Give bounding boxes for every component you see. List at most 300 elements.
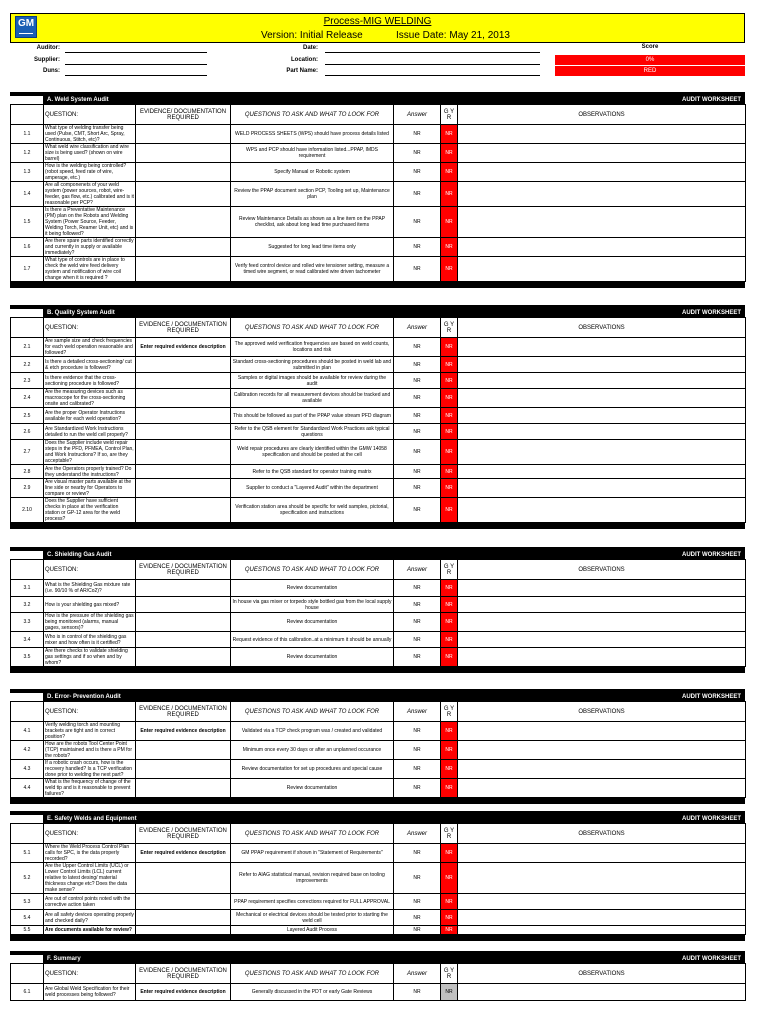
question-number: 2.7 [11,440,44,465]
observations-cell[interactable] [458,389,746,408]
question-text: Are Global Weld Specification for their weld processes being followed? [44,984,136,1001]
header-observations: OBSERVATIONS [458,105,746,125]
evidence-cell[interactable] [136,613,231,632]
questions-to-ask-cell: GM PPAP requirement if shown in "Statement of Requirements" [231,844,394,863]
audit-worksheet-label: AUDIT WORKSHEET [682,310,741,316]
question-number: 1.6 [11,238,44,257]
question-number: 2.4 [11,389,44,408]
process-title: Process-MIG WELDING [323,16,432,27]
question-number: 5.1 [11,844,44,863]
questions-to-ask-cell: Review documentation [231,580,394,597]
questions-to-ask-cell: Minimum once every 30 days or after an unplanned occurance [231,741,394,760]
questions-to-ask-cell: Request evidence of this calibration..at a minimum it should be annually [231,632,394,648]
audit-worksheet-label: AUDIT WORKSHEET [682,552,741,558]
observations-cell[interactable] [458,741,746,760]
questions-to-ask-cell: Review documentation [231,648,394,667]
version-label: Version: Initial Release [261,30,363,41]
observations-cell[interactable] [458,613,746,632]
answer-cell[interactable]: NR [394,910,441,926]
table-row [11,984,746,1001]
question-number: 5.5 [11,926,44,935]
evidence-cell[interactable] [136,498,231,523]
observations-cell[interactable] [458,465,746,479]
header-gyr: G Y R [441,702,458,722]
header-observations: OBSERVATIONS [458,824,746,844]
observations-cell[interactable] [458,863,746,894]
header-observations: OBSERVATIONS [458,560,746,580]
evidence-cell[interactable] [136,357,231,373]
header-questions-to-ask: QUESTIONS TO ASK AND WHAT TO LOOK FOR [231,824,394,844]
section-title-bar [43,309,745,317]
gyr-status-cell: NR [441,389,458,408]
gyr-status-cell: NR [441,580,458,597]
answer-cell[interactable]: NR [394,597,441,613]
observations-cell[interactable] [458,648,746,667]
audit-table [10,963,746,1001]
question-number: 4.4 [11,779,44,798]
answer-cell[interactable]: NR [394,207,441,238]
section-title-bar [43,815,745,823]
question-text: Who is in control of the shielding gas mixer and how often is it certified? [44,632,136,648]
answer-cell[interactable]: NR [394,125,441,144]
evidence-cell[interactable] [136,465,231,479]
header-questions-to-ask: QUESTIONS TO ASK AND WHAT TO LOOK FOR [231,105,394,125]
gyr-status-cell: NR [441,424,458,440]
section-title: D. Error- Prevention Audit [47,694,121,700]
table-row [11,144,746,163]
gyr-status-cell: NR [441,373,458,389]
observations-cell[interactable] [458,926,746,935]
observations-cell[interactable] [458,144,746,163]
observations-cell[interactable] [458,498,746,523]
table-row [11,373,746,389]
gyr-status-cell: NR [441,498,458,523]
header-answer: Answer [394,318,441,338]
auditor-field[interactable] [65,52,207,53]
header-evidence: EVIDENCE / DOCUMENTATION REQUIRED [136,318,231,338]
section-title-bar [43,955,745,963]
question-text: Are there spare parts identified correctly and currently in supply or available immediately? [45,238,134,256]
answer-cell[interactable]: NR [394,741,441,760]
observations-cell[interactable] [458,894,746,910]
questions-to-ask-cell: WELD PROCESS SHEETS (WPS) should have process details listed [231,125,394,144]
question-number: 3.3 [11,613,44,632]
header-observations: OBSERVATIONS [458,964,746,984]
question-text: Are all componenets of your weld system (power sources, robot, wire-feeder, gas flow, etc.) calibrated and is it reasonable per PCP? [45,182,134,206]
question-text: Are the Operators properly trained? Do they understand the instructions? [44,465,136,479]
table-row [11,597,746,613]
observations-cell[interactable] [458,984,746,1001]
observations-cell[interactable] [458,125,746,144]
evidence-cell[interactable]: Enter required evidence description [136,844,231,863]
evidence-cell[interactable] [136,408,231,424]
header-question: QUESTION: [44,824,136,844]
question-text: How is your shielding gas mixed? [44,597,136,613]
evidence-cell[interactable] [136,741,231,760]
table-row [11,632,746,648]
header-num-cell [11,824,44,844]
section-title: E. Safety Welds and Equipment [47,816,137,822]
score-status: RED [555,66,745,76]
table-header-row [11,105,746,125]
gyr-status-cell: NR [441,338,458,357]
answer-cell[interactable]: NR [394,779,441,798]
questions-to-ask-cell: Refer to the QSB standard for operator training matrix [231,465,394,479]
header-answer: Answer [394,964,441,984]
header-num-cell [11,318,44,338]
evidence-cell[interactable] [136,163,231,182]
evidence-cell[interactable] [136,389,231,408]
questions-to-ask-cell: Review documentation [231,613,394,632]
question-text: If a robotic crash occurs, how is the recovery handled? Is a TCP verification done prior to welding the next part? [44,760,136,779]
observations-cell[interactable] [458,844,746,863]
observations-cell[interactable] [458,207,746,238]
header-answer: Answer [394,560,441,580]
observations-cell[interactable] [458,238,746,257]
table-row [11,357,746,373]
section-d [10,689,745,804]
header-evidence: EVIDENCE / DOCUMENTATION REQUIRED [136,702,231,722]
header-gyr: G Y R [441,105,458,125]
evidence-cell[interactable] [136,207,231,238]
answer-cell[interactable]: NR [394,465,441,479]
question-number: 5.3 [11,894,44,910]
audit-table [10,823,746,935]
question-text: What is the frequency of change of the weld tip and is it reasonable to prevent failures? [44,779,136,798]
question-text: Is there a detailed cross-sectioning/ cut & etch procedure is followed? [44,357,136,373]
gm-logo: GM [15,16,37,38]
questions-to-ask-cell: Specify Manual or Robotic system [231,163,394,182]
questions-to-ask-cell: Refer to AIAG statistical manual, revision required base on tooling improvements [231,863,394,894]
evidence-cell[interactable]: Enter required evidence description [136,338,231,357]
gyr-status-cell: NR [441,144,458,163]
evidence-cell[interactable] [136,597,231,613]
section-title-bar [43,693,745,701]
table-row [11,760,746,779]
evidence-cell[interactable] [136,125,231,144]
gyr-status-cell: NR [441,163,458,182]
score-label: Score [641,44,659,50]
observations-cell[interactable] [458,424,746,440]
section-title-bar [43,551,745,559]
section-b [10,305,745,529]
date-label: Date: [302,45,318,51]
question-number: 4.2 [11,741,44,760]
evidence-cell[interactable] [136,894,231,910]
question-text: What type of controls are in place to check the weld wire feed delivery system and notification of wire coil change when it is required ? [44,257,136,282]
table-row [11,207,746,238]
answer-cell[interactable]: NR [394,894,441,910]
question-number: 2.8 [11,465,44,479]
audit-worksheet-label: AUDIT WORKSHEET [682,97,741,103]
header-question: QUESTION: [44,560,136,580]
observations-cell[interactable] [458,373,746,389]
header-gyr: G Y R [441,824,458,844]
evidence-cell[interactable] [136,440,231,465]
duns-field[interactable] [65,75,207,76]
question-number: 2.2 [11,357,44,373]
table-header-row [11,560,746,580]
question-text: How is the pressure of the shielding gas being monitored (alarms, manual gages, sensors)? [45,613,134,631]
questions-to-ask-cell: Verification station area should be specific for weld samples, pictorial, specification and instructions [231,498,394,523]
header-question: QUESTION: [44,105,136,125]
score-value: 0% [555,55,745,65]
header-question: QUESTION: [44,964,136,984]
evidence-cell[interactable] [136,648,231,667]
answer-cell[interactable]: NR [394,408,441,424]
duns-label: Duns: [43,68,60,74]
gyr-status-cell: NR [441,910,458,926]
evidence-cell[interactable] [136,257,231,282]
gyr-status-cell: NR [441,465,458,479]
header-gyr: G Y R [441,964,458,984]
date-field[interactable] [325,52,540,53]
question-number: 1.1 [11,125,44,144]
question-number: 2.10 [11,498,44,523]
evidence-cell[interactable]: Enter required evidence description [136,984,231,1001]
questions-to-ask-cell: Samples or digital images should be available for review during the audit [231,373,394,389]
question-text: How are the robots Tool Center Point (TCP) maintained and is there a PM for the robots? [44,741,136,760]
answer-cell[interactable]: NR [394,357,441,373]
gyr-status-cell: NR [441,722,458,741]
answer-cell[interactable]: NR [394,632,441,648]
answer-cell[interactable]: NR [394,760,441,779]
question-number: 1.4 [11,182,44,207]
answer-cell[interactable]: NR [394,648,441,667]
answer-cell[interactable]: NR [394,257,441,282]
observations-cell[interactable] [458,357,746,373]
table-row [11,338,746,357]
header-answer: Answer [394,702,441,722]
answer-cell[interactable]: NR [394,722,441,741]
header-evidence: EVIDENCE/ DOCUMENTATION REQUIRED [136,105,231,125]
gyr-status-cell: NR [441,238,458,257]
observations-cell[interactable] [458,580,746,597]
section-end-bar [10,935,745,941]
answer-cell[interactable]: NR [394,238,441,257]
gyr-status-cell: NR [441,984,458,1001]
observations-cell[interactable] [458,338,746,357]
header-answer: Answer [394,105,441,125]
question-text: What weld wire classification and wire size is being used? (shown on wire barrel) [44,144,136,163]
questions-to-ask-cell: Supplier to conduct a "Layered Audit" within the department [231,479,394,498]
questions-to-ask-cell: Calibration records for all measurement devices should be tracked and available [231,389,394,408]
header-num-cell [11,560,44,580]
observations-cell[interactable] [458,722,746,741]
answer-cell[interactable]: NR [394,389,441,408]
gyr-status-cell: NR [441,597,458,613]
gyr-status-cell: NR [441,632,458,648]
question-text: Are the measuring devices such as macroscope for the cross-sectioning onsite and calibrated? [44,389,136,408]
audit-table [10,317,746,523]
observations-cell[interactable] [458,440,746,465]
evidence-cell[interactable] [136,479,231,498]
evidence-cell[interactable] [136,632,231,648]
gyr-status-cell: NR [441,613,458,632]
observations-cell[interactable] [458,779,746,798]
observations-cell[interactable] [458,632,746,648]
section-end-bar [10,667,745,673]
evidence-cell[interactable] [136,863,231,894]
question-number: 4.1 [11,722,44,741]
section-a [10,92,745,288]
table-row [11,424,746,440]
table-row [11,238,746,257]
table-row [11,894,746,910]
questions-to-ask-cell: Standard cross-sectioning procedures should be posted in weld lab and submitted in plan [231,357,394,373]
observations-cell[interactable] [458,597,746,613]
question-text: Are all safety devices operating properly and checked daily? [45,911,134,924]
gyr-status-cell: NR [441,779,458,798]
observations-cell[interactable] [458,479,746,498]
answer-cell[interactable]: NR [394,424,441,440]
header-num-cell [11,702,44,722]
audit-worksheet-label: AUDIT WORKSHEET [682,816,741,822]
observations-cell[interactable] [458,257,746,282]
questions-to-ask-cell: Review documentation for set up procedures and special cause [231,760,394,779]
evidence-cell[interactable] [136,144,231,163]
question-number: 5.2 [11,863,44,894]
table-row [11,440,746,465]
part-name-field[interactable] [325,75,540,76]
questions-to-ask-cell: Review Maintenance Details as shown as a line item on the PPAP checklist, ask about long lead time purchased items [231,207,394,238]
questions-to-ask-cell: Verify feed control device and rolled wire tensioner setting, measure a timed wire segment, or read calibrated wire driven tachometer [231,257,394,282]
gyr-status-cell: NR [441,440,458,465]
answer-cell[interactable]: NR [394,580,441,597]
questions-to-ask-cell: PPAP requirement specifies corrections required for FULL APPROVAL [231,894,394,910]
location-label: Location: [291,57,318,63]
answer-cell[interactable]: NR [394,844,441,863]
answer-cell[interactable]: NR [394,182,441,207]
observations-cell[interactable] [458,760,746,779]
questions-to-ask-cell: WPS and PCP should have information listed...PPAP, IMDS requirement [231,144,394,163]
section-end-bar [10,523,745,529]
evidence-cell[interactable] [136,373,231,389]
gyr-status-cell: NR [441,357,458,373]
table-row [11,844,746,863]
table-row [11,741,746,760]
header-evidence: EVIDENCE / DOCUMENTATION REQUIRED [136,824,231,844]
evidence-cell[interactable] [136,760,231,779]
question-number: 4.3 [11,760,44,779]
answer-cell[interactable]: NR [394,613,441,632]
section-title: C. Shielding Gas Audit [47,552,112,558]
question-text: Are sample size and check frequencies for each weld operation reasonable and followed? [44,338,136,357]
header-gyr: G Y R [441,560,458,580]
question-number: 3.1 [11,580,44,597]
location-field[interactable] [325,64,540,65]
question-text: What is the Shielding Gas mixture rate (i.e. 90/10 % of AR/Co2)? [44,580,136,597]
table-row [11,779,746,798]
questions-to-ask-cell: The approved weld verification frequencies are based on weld counts, locations and risk [231,338,394,357]
gyr-status-cell: NR [441,863,458,894]
supplier-field[interactable] [65,64,207,65]
audit-table [10,559,746,667]
section-f [10,951,745,1001]
observations-cell[interactable] [458,408,746,424]
evidence-cell[interactable] [136,910,231,926]
answer-cell[interactable]: NR [394,479,441,498]
question-text: Does the Supplier have sufficient checks in place at the verification station or GP-12 area for the weld process? [44,498,136,523]
questions-to-ask-cell: Mechanical or electrical devices should be tested prior to starting the weld cell [231,910,394,926]
gyr-status-cell: NR [441,760,458,779]
question-number: 6.1 [11,984,44,1001]
answer-cell[interactable]: NR [394,338,441,357]
questions-to-ask-cell: Review the PPAP document section PCP, Tooling set up, Maintenance plan [231,182,394,207]
auditor-label: Auditor: [36,45,60,51]
table-row [11,389,746,408]
question-text: Are the Upper Control Limits (UCL) or Lower Control Limits (LCL) current relative to latest desing/ material thickness change etc? Does the data make sense? [44,863,136,894]
question-number: 1.2 [11,144,44,163]
audit-table [10,701,746,798]
observations-cell[interactable] [458,163,746,182]
question-number: 3.2 [11,597,44,613]
table-header-row [11,824,746,844]
answer-cell[interactable]: NR [394,863,441,894]
table-row [11,465,746,479]
question-number: 1.7 [11,257,44,282]
table-row [11,408,746,424]
question-text: Verify welding torch and mounting brackets are tight and in correct position? [44,722,136,741]
question-text: What type of welding transfer being used (Pulse, CMT, Short Arc, Spray, Continuous, Stitch, etc)? [44,125,136,144]
table-row [11,910,746,926]
gyr-status-cell: NR [441,926,458,935]
issue-date-label: Issue Date: May 21, 2013 [396,30,510,41]
gyr-status-cell: NR [441,182,458,207]
observations-cell[interactable] [458,182,746,207]
question-text: Is there a Preventative Maintenance (PM) plan on the Robots and Welding System (Power Source, Feeder, Welding Torch, Reamer Unit, etc) and is it being followed? [44,207,136,238]
answer-cell[interactable]: NR [394,163,441,182]
answer-cell[interactable]: NR [394,440,441,465]
table-row [11,926,746,935]
question-number: 3.5 [11,648,44,667]
evidence-cell[interactable] [136,424,231,440]
header-questions-to-ask: QUESTIONS TO ASK AND WHAT TO LOOK FOR [231,964,394,984]
table-row [11,498,746,523]
answer-cell[interactable]: NR [394,926,441,935]
questions-to-ask-cell: Suggested for long lead time items only [231,238,394,257]
table-row [11,648,746,667]
answer-cell[interactable]: NR [394,373,441,389]
evidence-cell[interactable] [136,926,231,935]
header-question: QUESTION: [44,702,136,722]
evidence-cell[interactable] [136,238,231,257]
question-text: Are Standardized Work Instructions detailed to run the weld cell properly? [44,424,136,440]
evidence-cell[interactable] [136,580,231,597]
questions-to-ask-cell: This should be followed as part of the PPAP value stream PFD diagram [231,408,394,424]
header-questions-to-ask: QUESTIONS TO ASK AND WHAT TO LOOK FOR [231,318,394,338]
evidence-cell[interactable]: Enter required evidence description [136,722,231,741]
gyr-status-cell: NR [441,844,458,863]
header-questions-to-ask: QUESTIONS TO ASK AND WHAT TO LOOK FOR [231,702,394,722]
header-question: QUESTION: [44,318,136,338]
question-text: Are documents available for review? [44,926,136,935]
questions-to-ask-cell: Refer to the QSB element for Standardized Work Practices ask typical questions [231,424,394,440]
evidence-cell[interactable] [136,779,231,798]
question-number: 2.3 [11,373,44,389]
question-number: 2.9 [11,479,44,498]
question-number: 2.6 [11,424,44,440]
table-row [11,479,746,498]
answer-cell[interactable]: NR [394,498,441,523]
observations-cell[interactable] [458,910,746,926]
answer-cell[interactable]: NR [394,984,441,1001]
table-row [11,863,746,894]
questions-to-ask-cell: Layered Audit Process [231,926,394,935]
answer-cell[interactable]: NR [394,144,441,163]
question-text: Where the Weld Process Control Plan calls for SPC, is the data properly recorded? [44,844,136,863]
evidence-cell[interactable] [136,182,231,207]
